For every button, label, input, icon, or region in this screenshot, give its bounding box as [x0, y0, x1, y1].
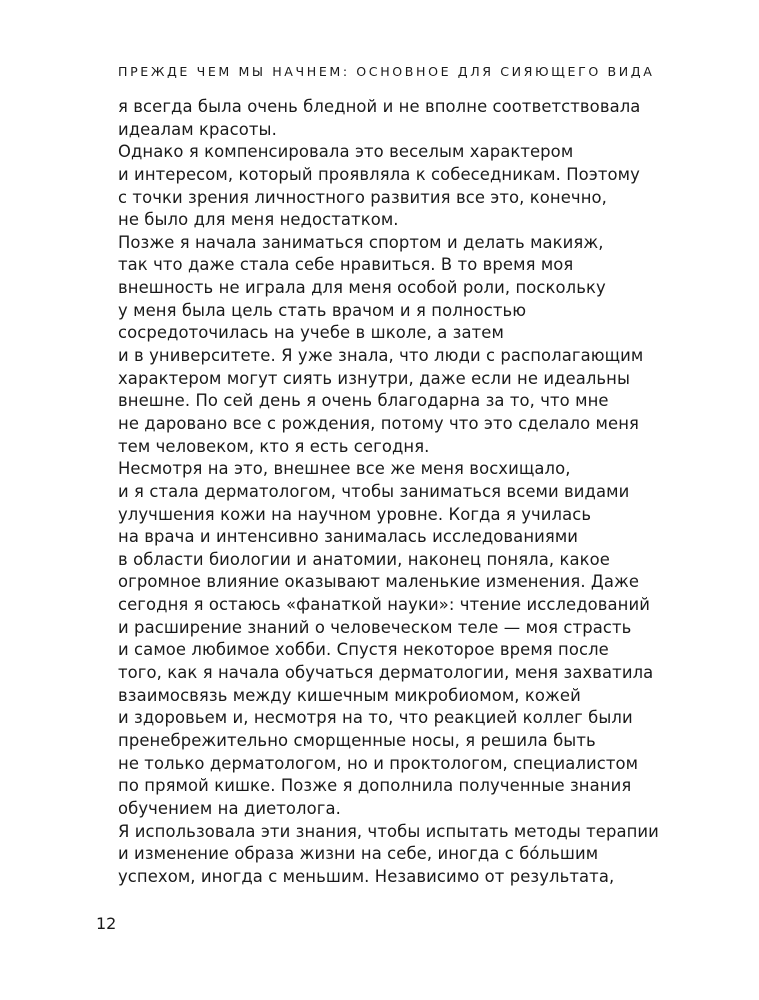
text-line: на врача и интенсивно занималась исследованиями: [118, 527, 579, 547]
text-line: и я стала дерматологом, чтобы заниматься всеми видами: [118, 481, 630, 501]
text-line: и интересом, который проявляла к собеседникам. Поэтому: [118, 164, 640, 184]
page-number: 12: [96, 914, 117, 933]
text-line: в области биологии и анатомии, наконец поняла, какое: [118, 549, 610, 569]
text-line: и расширение знаний о человеческом теле — моя страсть: [118, 617, 632, 637]
text-line: по прямой кишке. Позже я дополнила полученные знания: [118, 776, 632, 796]
text-line: не было для меня недостатком.: [118, 210, 399, 230]
text-line: пренебрежительно сморщенные носы, я решила быть: [118, 730, 596, 750]
text-line: я всегда была очень бледной и не вполне соответствовала: [118, 97, 641, 116]
text-line: того, как я начала обучаться дерматологии, меня захватила: [118, 663, 654, 683]
text-line: у меня была цель стать врачом и я полностью: [118, 300, 527, 320]
text-line: не даровано все с рождения, потому что это сделало меня: [118, 413, 639, 433]
text-line: тем человеком, кто я есть сегодня.: [118, 436, 430, 456]
text-line: так что даже стала себе нравиться. В то время моя: [118, 255, 574, 275]
text-line: и самое любимое хобби. Спустя некоторое время после: [118, 640, 609, 660]
text-line: Позже я начала заниматься спортом и делать макияж,: [118, 232, 604, 252]
text-line: Несмотря на это, внешнее все же меня восхищало,: [118, 459, 571, 479]
running-header: ПРЕЖДЕ ЧЕМ МЫ НАЧНЕМ: ОСНОВНОЕ ДЛЯ СИЯЮЩЕГО ВИДА: [118, 64, 655, 79]
text-line: внешне. По сей день я очень благодарна за то, что мне: [118, 391, 609, 411]
text-line: успехом, иногда с меньшим. Независимо от результата,: [118, 866, 615, 886]
text-line: взаимосвязь между кишечным микробиомом, кожей: [118, 685, 581, 705]
text-line: улучшения кожи на научном уровне. Когда я училась: [118, 504, 592, 524]
text-line: сосредоточилась на учебе в школе, а затем: [118, 323, 504, 343]
text-line: сегодня я остаюсь «фанаткой науки»: чтение исследований: [118, 595, 650, 615]
text-line: и изменение образа жизни на себе, иногда с бо́льшим: [118, 844, 599, 864]
text-line: огромное влияние оказывают маленькие изменения. Даже: [118, 572, 640, 592]
text-line: внешность не играла для меня особой роли, поскольку: [118, 278, 606, 298]
text-line: идеалам красоты.: [118, 119, 277, 139]
text-line: характером могут сиять изнутри, даже если не идеальны: [118, 368, 631, 388]
text-line: Однако я компенсировала это веселым характером: [118, 142, 574, 162]
text-line: Я использовала эти знания, чтобы испытать методы терапии: [118, 821, 659, 841]
text-line: не только дерматологом, но и проктологом, специалистом: [118, 753, 639, 773]
body-text: [118, 96, 678, 888]
text-line: обучением на диетолога.: [118, 798, 341, 818]
text-line: и в университете. Я уже знала, что люди с располагающим: [118, 346, 644, 366]
text-line: и здоровьем и, несмотря на то, что реакцией коллег были: [118, 708, 633, 728]
text-line: с точки зрения личностного развития все это, конечно,: [118, 187, 607, 207]
